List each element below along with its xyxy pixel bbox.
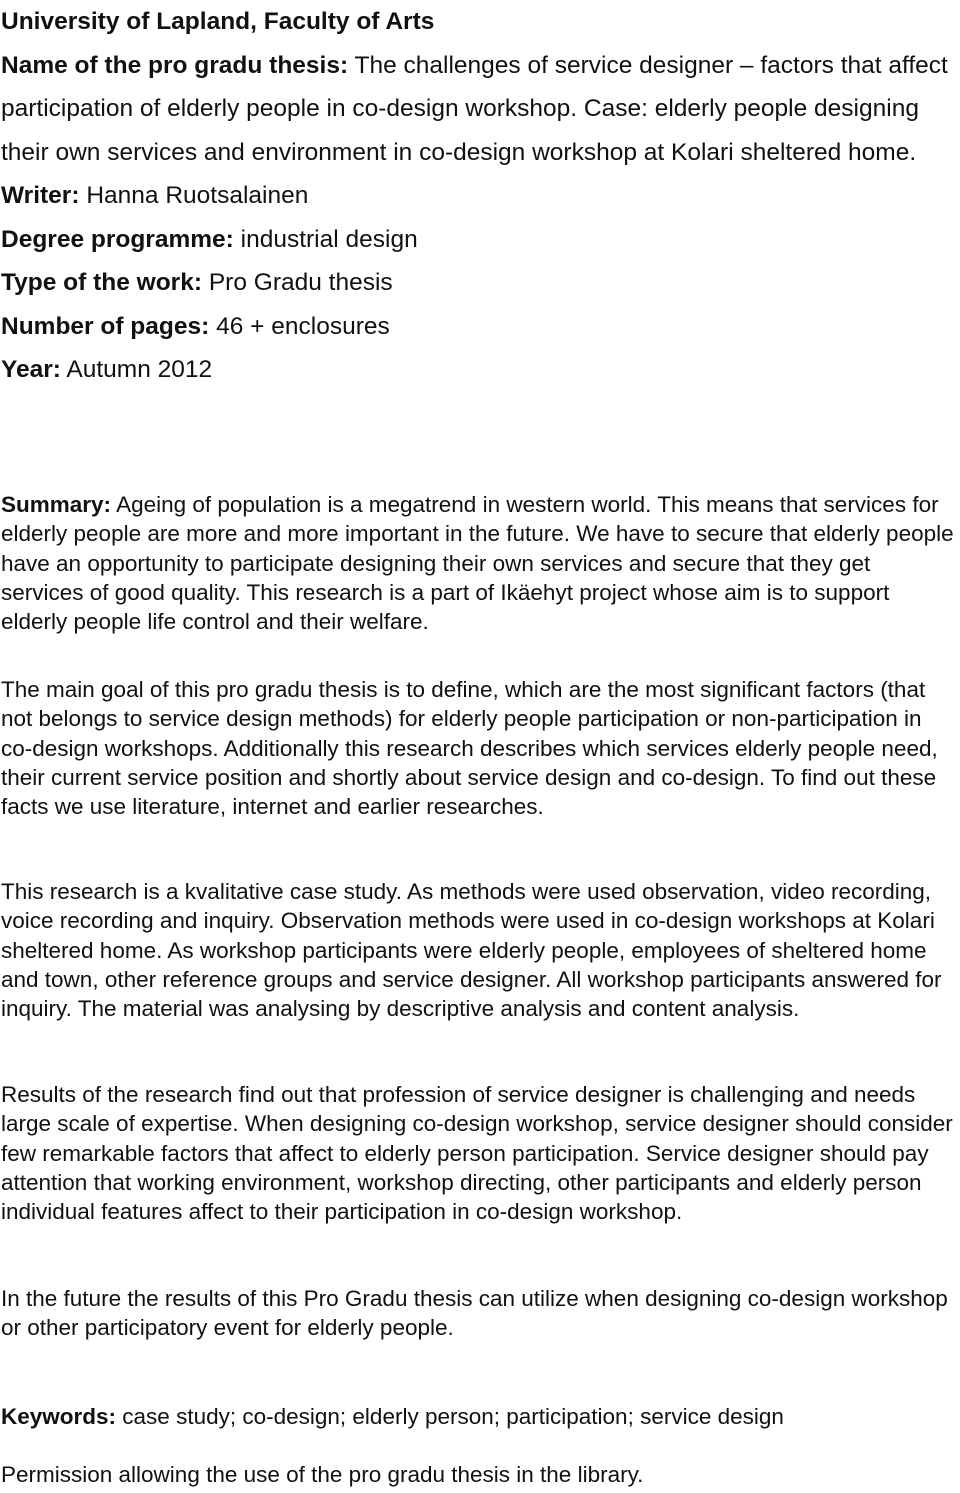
future-text: In the future the results of this Pro Gradu thesis can utilize when designing co-design workshop or other participatory event for elderly people. [1,1286,948,1341]
pages-value: 46 + enclosures [216,312,390,340]
pages-line [1,305,951,349]
results-text: Results of the research find out that profession of service designer is challenging and needs large scale of expertise. When designing co-design workshop, service designer should consider few remarkable factors that affect to elderly person participation. Service designer should pay attention that working environment, workshop directing, other participants and elderly person individual features affect to their participation in co-design workshop. [1,1082,953,1225]
future-paragraph [1,1284,959,1343]
methods-text: This research is a kvalitative case study. As methods were used observation, video recording, voice recording and inquiry. Observation methods were used in co-design workshops at Kolari sheltered home. As workshop participants were elderly people, employees of sheltered home and town, other reference groups and service designer. All workshop participants answered for inquiry. The material was analysing by descriptive analysis and content analysis. [1,879,942,1022]
year-label: Year: [1,356,61,383]
results-paragraph [1,1080,959,1226]
writer-label: Writer: [1,182,80,209]
work-type-line [1,261,951,305]
goal-text: The main goal of this pro gradu thesis is to define, which are the most significant factors (that not belongs to service design methods) for elderly people participation or non-participation in co-design workshops. Additionally this research describes which services elderly people need, their current service position and shortly about service design and co-design. To find out these facts we use literature, internet and earlier researches. [1,677,938,820]
work-type-label: Type of the work: [1,269,203,296]
university-line [1,0,951,44]
permission-line [1,1460,959,1489]
summary-paragraph [1,490,959,636]
year-line [1,348,951,392]
thesis-info-header [1,0,951,392]
thesis-name-label: Name of the pro gradu thesis: [1,51,349,79]
methods-paragraph [1,877,959,1023]
degree-line [1,218,951,262]
summary-label: Summary: [1,492,112,517]
permission-text: Permission allowing the use of the pro gradu thesis in the library. [1,1462,644,1487]
year-value: Autumn 2012 [66,356,213,383]
degree-value: industrial design [240,225,418,253]
writer-line [1,174,951,218]
work-type-value: Pro Gradu thesis [208,269,393,296]
keywords-line [1,1402,959,1431]
thesis-name-line [1,44,951,175]
pages-label: Number of pages: [1,312,210,340]
keywords-label: Keywords: [1,1404,117,1429]
university-name: University of Lapland, Faculty of Arts [1,8,435,35]
keywords-value: case study; co-design; elderly person; participation; service design [122,1404,784,1429]
summary-text: Ageing of population is a megatrend in western world. This means that services for elderly people are more and more important in the future. We have to secure that elderly people have an opportunity to participate designing their own services and secure that they get services of good quality. This research is a part of Ikäehyt project whose aim is to support elderly people life control and their welfare. [1,492,954,635]
writer-value: Hanna Ruotsalainen [86,182,309,209]
thesis-name-value: The challenges of service designer – factors that affect participation of elderly people in co-design workshop. Case: elderly people designing their own services and environment in co-design workshop at Kolari sheltered home. [1,51,948,166]
goal-paragraph [1,675,959,821]
degree-label: Degree programme: [1,225,234,253]
